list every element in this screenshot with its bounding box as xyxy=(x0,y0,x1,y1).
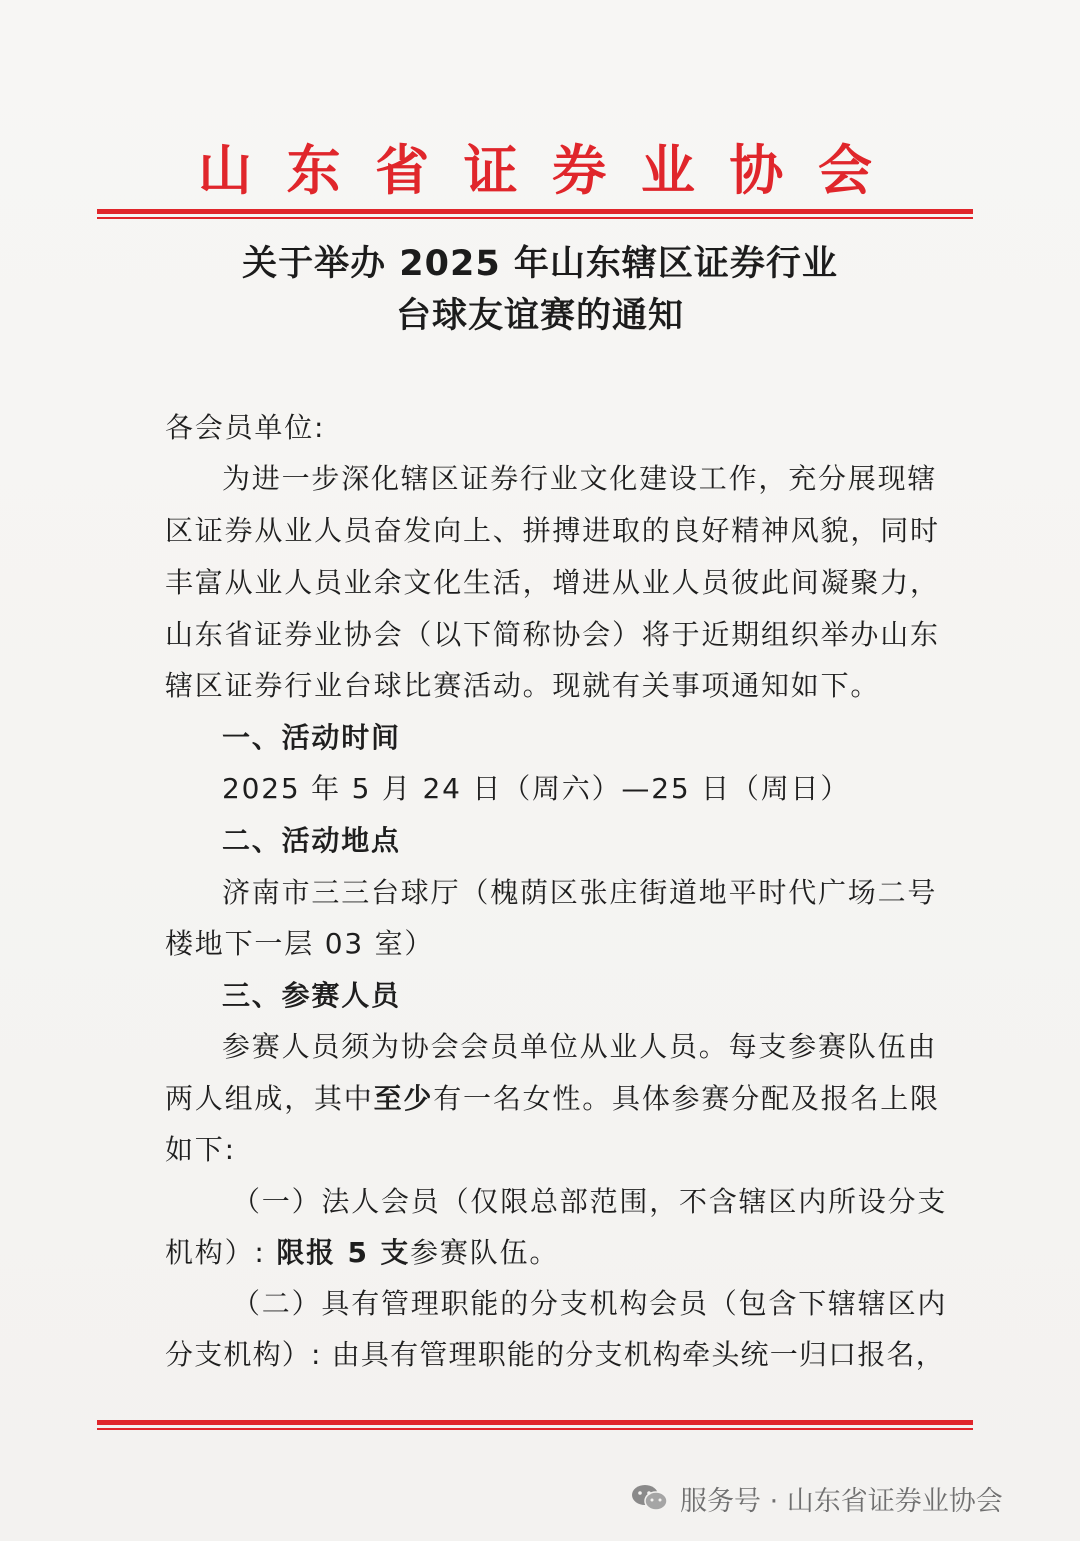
wechat-icon xyxy=(630,1483,670,1513)
section-heading: 二、活动地点 xyxy=(222,824,401,857)
intro-line: 区证券从业人员奋发向上、拼搏进取的良好精神风貌，同时 xyxy=(165,514,940,547)
org-char: 协 xyxy=(729,137,784,202)
watermark-text: 服务号 · 山东省证券业协会 xyxy=(680,1485,1003,1517)
intro-line: 为进一步深化辖区证券行业文化建设工作，充分展现辖 xyxy=(222,462,938,495)
salutation: 各会员单位: xyxy=(165,411,326,444)
watermark xyxy=(630,1478,1003,1518)
text-run: 有一名女性。具体参赛分配及报名上限 xyxy=(433,1082,940,1115)
section-text: 楼地下一层 03 室） xyxy=(165,927,435,960)
section-heading: 三、参赛人员 xyxy=(222,979,401,1012)
list-item: 分支机构）: 由具有管理职能的分支机构牵头统一归口报名， xyxy=(165,1338,945,1371)
section-text: 2025 年 5 月 24 日（周六）—25 日（周日） xyxy=(222,772,851,805)
header-rule-thin xyxy=(97,217,973,219)
org-char: 省 xyxy=(375,137,430,202)
footer-rule-thin xyxy=(97,1428,973,1430)
intro-line: 丰富从业人员业余文化生活，增进从业人员彼此间凝聚力， xyxy=(165,566,940,599)
section-text: 济南市三三台球厅（槐荫区张庄街道地平时代广场二号 xyxy=(222,876,938,909)
org-char: 证 xyxy=(463,137,518,202)
list-item xyxy=(165,1231,927,1271)
org-char: 会 xyxy=(817,137,872,202)
org-char: 东 xyxy=(286,137,341,202)
list-item: （一）法人会员（仅限总部范围，不含辖区内所设分支 xyxy=(232,1185,948,1218)
emphasis-text: 限报 5 支 xyxy=(276,1236,411,1269)
org-char: 业 xyxy=(640,137,695,202)
header-rule-thick xyxy=(97,209,973,214)
org-char: 山 xyxy=(198,137,252,202)
section-text xyxy=(165,1077,940,1117)
footer-rule-thick xyxy=(97,1420,973,1425)
intro-line: 山东省证券业协会（以下简称协会）将于近期组织举办山东 xyxy=(165,618,940,651)
text-run: 机构）: xyxy=(165,1236,266,1269)
section-text: 参赛人员须为协会会员单位从业人员。每支参赛队伍由 xyxy=(222,1030,938,1063)
org-header xyxy=(100,128,970,204)
text-run: 两人组成，其中 xyxy=(165,1082,374,1115)
section-heading: 一、活动时间 xyxy=(222,721,401,754)
intro-line: 辖区证券行业台球比赛活动。现就有关事项通知如下。 xyxy=(165,669,881,702)
org-char: 券 xyxy=(552,137,607,202)
text-run: 参赛队伍。 xyxy=(410,1236,560,1269)
title-line-2: 台球友谊赛的通知 xyxy=(395,296,684,336)
emphasis-text: 至少 xyxy=(373,1082,434,1115)
document-title xyxy=(100,238,980,342)
title-line-1: 关于举办 2025 年山东辖区证券行业 xyxy=(242,244,838,284)
section-text: 如下: xyxy=(165,1133,236,1166)
list-item: （二）具有管理职能的分支机构会员（包含下辖辖区内 xyxy=(232,1287,948,1320)
